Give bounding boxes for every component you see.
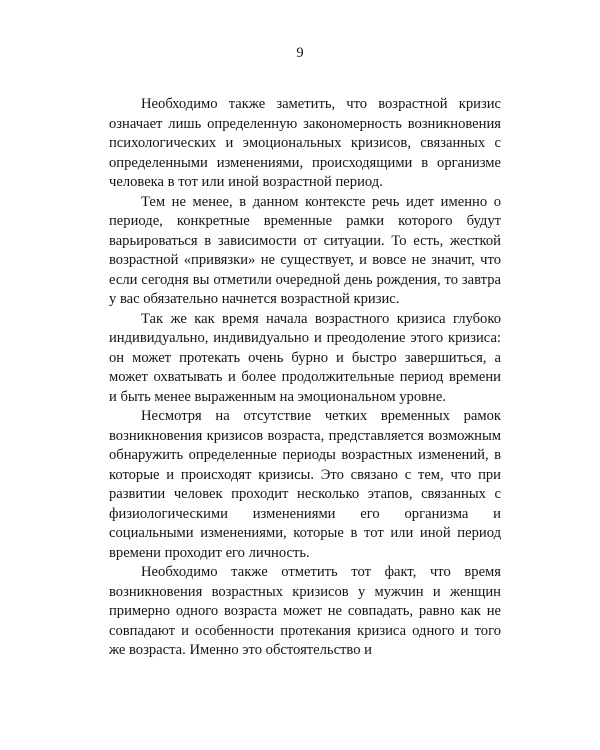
body-text <box>109 95 501 661</box>
paragraph: Необходимо также заметить, что возрастной кризис означает лишь определенную закономерность возникновения психологических и эмоциональных кризисов, связанных с определенными изменениями, происходящими в организме человека в тот или иной возрастной период. <box>109 96 501 190</box>
paragraph: Несмотря на отсутствие четких временных рамок возникновения кризисов возраста, представляется возможным обнаружить определенные периоды возрастных изменений, в которые и происходят кризисы. Это связано с тем, что при развитии человек проходит несколько этапов, связанных с физиологическими изменениями его организма и социальными изменениями, которые в тот или иной период времени проходит его личность. <box>109 408 501 561</box>
paragraph: Необходимо также отметить тот факт, что время возникновения возрастных кризисов у мужчин и женщин примерно одного возраста может не совпадать, равно как не совпадают и особенности протекания кризиса одного и того же возраста. Именно это обстоятельство и <box>109 564 501 658</box>
paragraph: Так же как время начала возрастного кризиса глубоко индивидуально, индивидуально и преодоление этого кризиса: он может протекать очень бурно и быстро завершиться, а может охватывать и более продолжительные период времени и быть менее выраженным на эмоциональном уровне. <box>109 310 501 405</box>
page-number: 9 <box>296 45 304 61</box>
paragraph: Тем не менее, в данном контексте речь идет именно о периоде, конкретные временные рамки которого будут варьироваться в зависимости от ситуации. То есть, жесткой возрастной «привязки» не существует, и вовсе не значит, что если сегодня вы отметили очередной день рождения, то завтра у вас обязательно начнется возрастной кризис. <box>109 193 501 307</box>
